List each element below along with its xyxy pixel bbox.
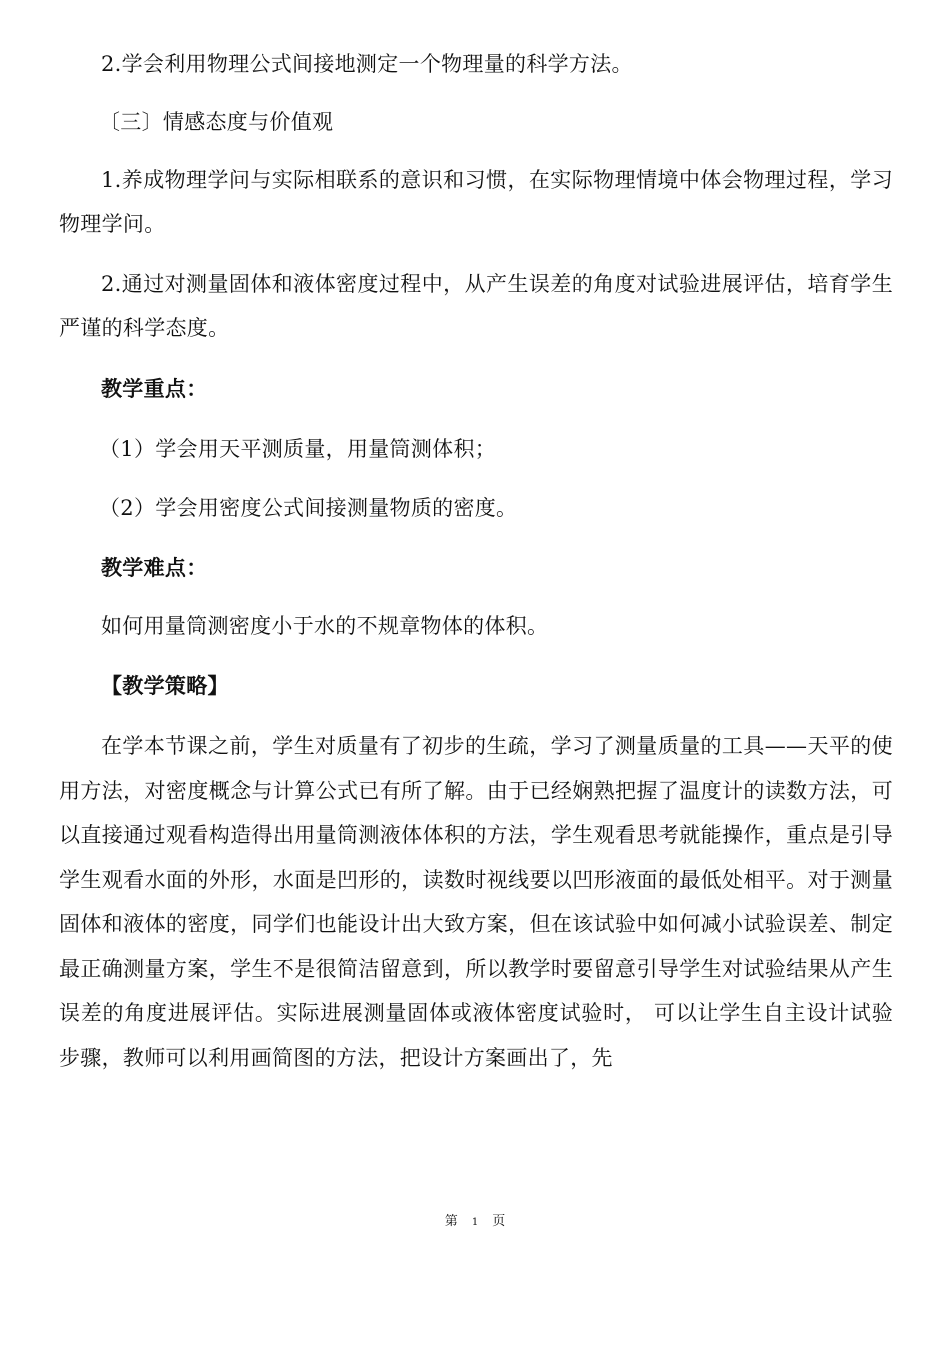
heading-key-points: 教学重点： [101,376,208,401]
key-point-1: （1）学会用天平测质量，用量筒测体积； [99,437,497,461]
paragraph-teaching-strategy: 在学本节课之前，学生对质量有了初步的生疏，学习了测量质量的工具——天平的使用方法，对密度概念与计算公式已有所了解。由于已经娴熟把握了温度计的读数方法，可以直接通过观看构造得出用量筒测液体体积的方法，学生观看思考就能操作，重点是引导学生观看水面的外形，水面是凹形的，读数时视线要以凹形液面的最低处相平。对于测量固体和液体的密度，同学们也能设计出大致方案，但在该试验中如何减小试验误差、制定最正确测量方案，学生不是很简洁留意到，所以教学时要留意引导学生对试验结果从产生误差的角度进展评估。实际进展测量固体或液体密度试验时， 可以让学生自主设计试验步骤，教师可以利用画简图的方法，把设计方案画出了，先 [59,734,893,1070]
footer-suffix: 页 [492,1214,506,1229]
difficulty-1: 如何用量筒测密度小于水的不规章物体的体积。 [101,614,549,638]
section-heading-emotion-attitude: 〔三〕情感态度与价值观 [99,110,334,134]
footer-page-number: 1 [471,1217,479,1228]
paragraph-attitude-2: 2.通过对测量固体和液体密度过程中，从产生误差的角度对试验进展评估，培育学生严谨的科学态度。 [59,272,893,340]
key-point-2: （2）学会用密度公式间接测量物质的密度。 [99,496,518,520]
page-footer [0,1212,950,1233]
footer-prefix: 第 [444,1214,458,1229]
paragraph-skill-2: 2.学会利用物理公式间接地测定一个物理量的科学方法。 [101,52,633,76]
paragraph-attitude-1: 1.养成物理学问与实际相联系的意识和习惯，在实际物理情境中体会物理过程，学习物理学问。 [59,168,893,236]
heading-difficulty: 教学难点： [101,555,208,580]
heading-teaching-strategy: 【教学策略】 [101,673,229,698]
